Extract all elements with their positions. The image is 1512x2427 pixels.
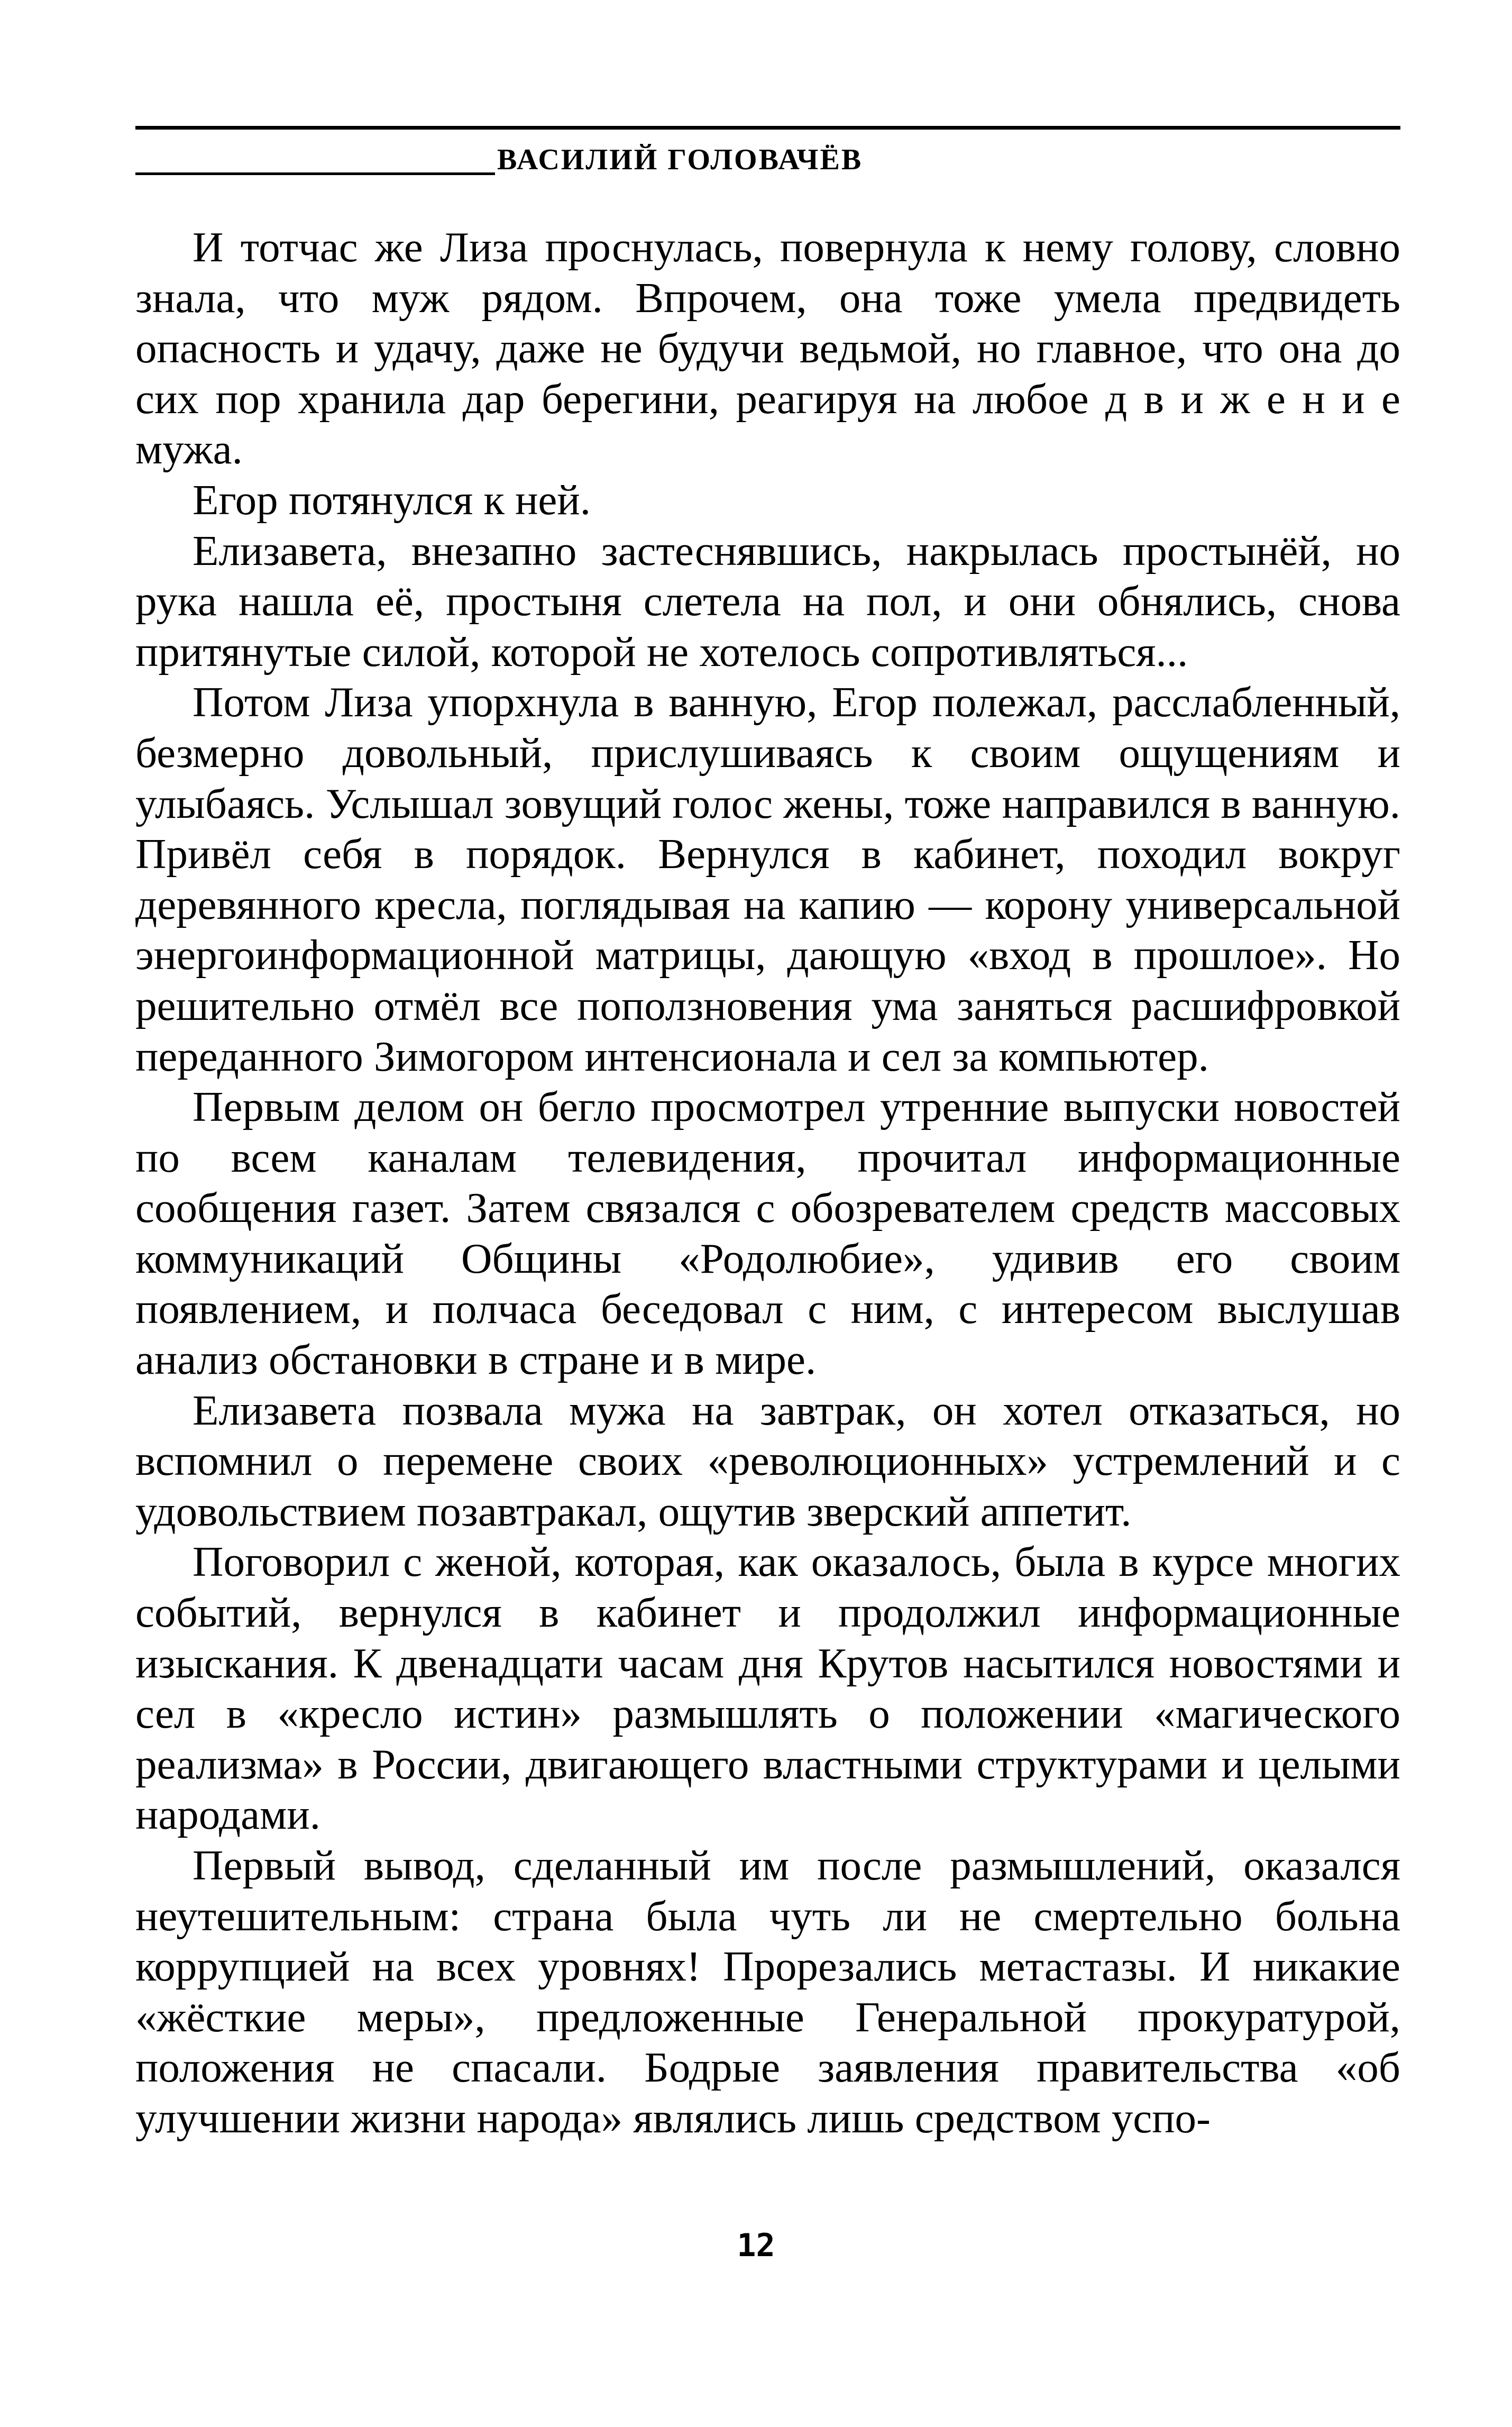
header-left-rule — [135, 172, 495, 175]
paragraph: Елизавета позвала мужа на завтрак, он хотел отказаться, но вспомнил о перемене своих «революционных» устремлений и с удовольствием позавтракал, ощутив зверский аппетит. — [135, 1386, 1400, 1535]
paragraph: Поговорил с женой, которая, как оказалось, была в курсе многих событий, вернулся в кабинет и продолжил информационные изыскания. К двенадцати часам дня Крутов насытился новостями и сел в «кресло истин» размышлять о положении «магического реализма» в России, двигающего властными структурами и целыми народами. — [135, 1538, 1400, 1839]
paragraph: Первым делом он бегло просмотрел утренние выпуски новостей по всем каналам телевидения, прочитал информационные сообщения газет. Затем связался с обозревателем средств массовых коммуникаций Общины «Родолюбие», удивив его своим появлением, и полчаса беседовал с ним, с интересом выслушав анализ обстановки в стране и в мире. — [135, 1083, 1400, 1384]
body-text — [135, 222, 1400, 2144]
paragraph: Елизавета, внезапно застеснявшись, накрылась простынёй, но рука нашла её, простыня слетела на пол, и они обнялись, снова притянутые силой, которой не хотелось сопротивляться... — [135, 526, 1400, 676]
paragraph: Первый вывод, сделанный им после размышлений, оказался неутешительным: страна была чуть ли не смертельно больна коррупцией на всех уровнях! Прорезались метастазы. И никакие «жёсткие меры», предложенные Генеральной прокуратурой, положения не спасали. Бодрые заявления правительства «об улучшении жизни народа» являлись лишь средством успо- — [135, 1841, 1400, 2142]
paragraph: Егор потянулся к ней. — [193, 476, 591, 524]
running-title: ВАСИЛИЙ ГОЛОВАЧЁВ — [497, 143, 863, 176]
header-top-rule — [135, 126, 1400, 130]
paragraph: Потом Лиза упорхнула в ванную, Егор полежал, расслабленный, безмерно довольный, прислушиваясь к своим ощущениям и улыбаясь. Услышал зовущий голос жены, тоже направился в ванную. Привёл себя в порядок. Вернулся в кабинет, походил вокруг деревянного кресла, поглядывая на капию — корону универсальной энергоинформационной матрицы, дающую «вход в прошлое». Но решительно отмёл все поползновения ума заняться расшифровкой переданного Зимогором интенсионала и сел за компьютер. — [135, 678, 1400, 1080]
page-number: 12 — [737, 2227, 775, 2264]
paragraph: И тотчас же Лиза проснулась, повернула к нему голову, словно знала, что муж рядом. Впрочем, она тоже умела предвидеть опасность и удачу, даже не будучи ведьмой, но главное, что она до сих пор хранила дар берегини, реагируя на любое д в и ж е н и е мужа. — [135, 223, 1400, 473]
